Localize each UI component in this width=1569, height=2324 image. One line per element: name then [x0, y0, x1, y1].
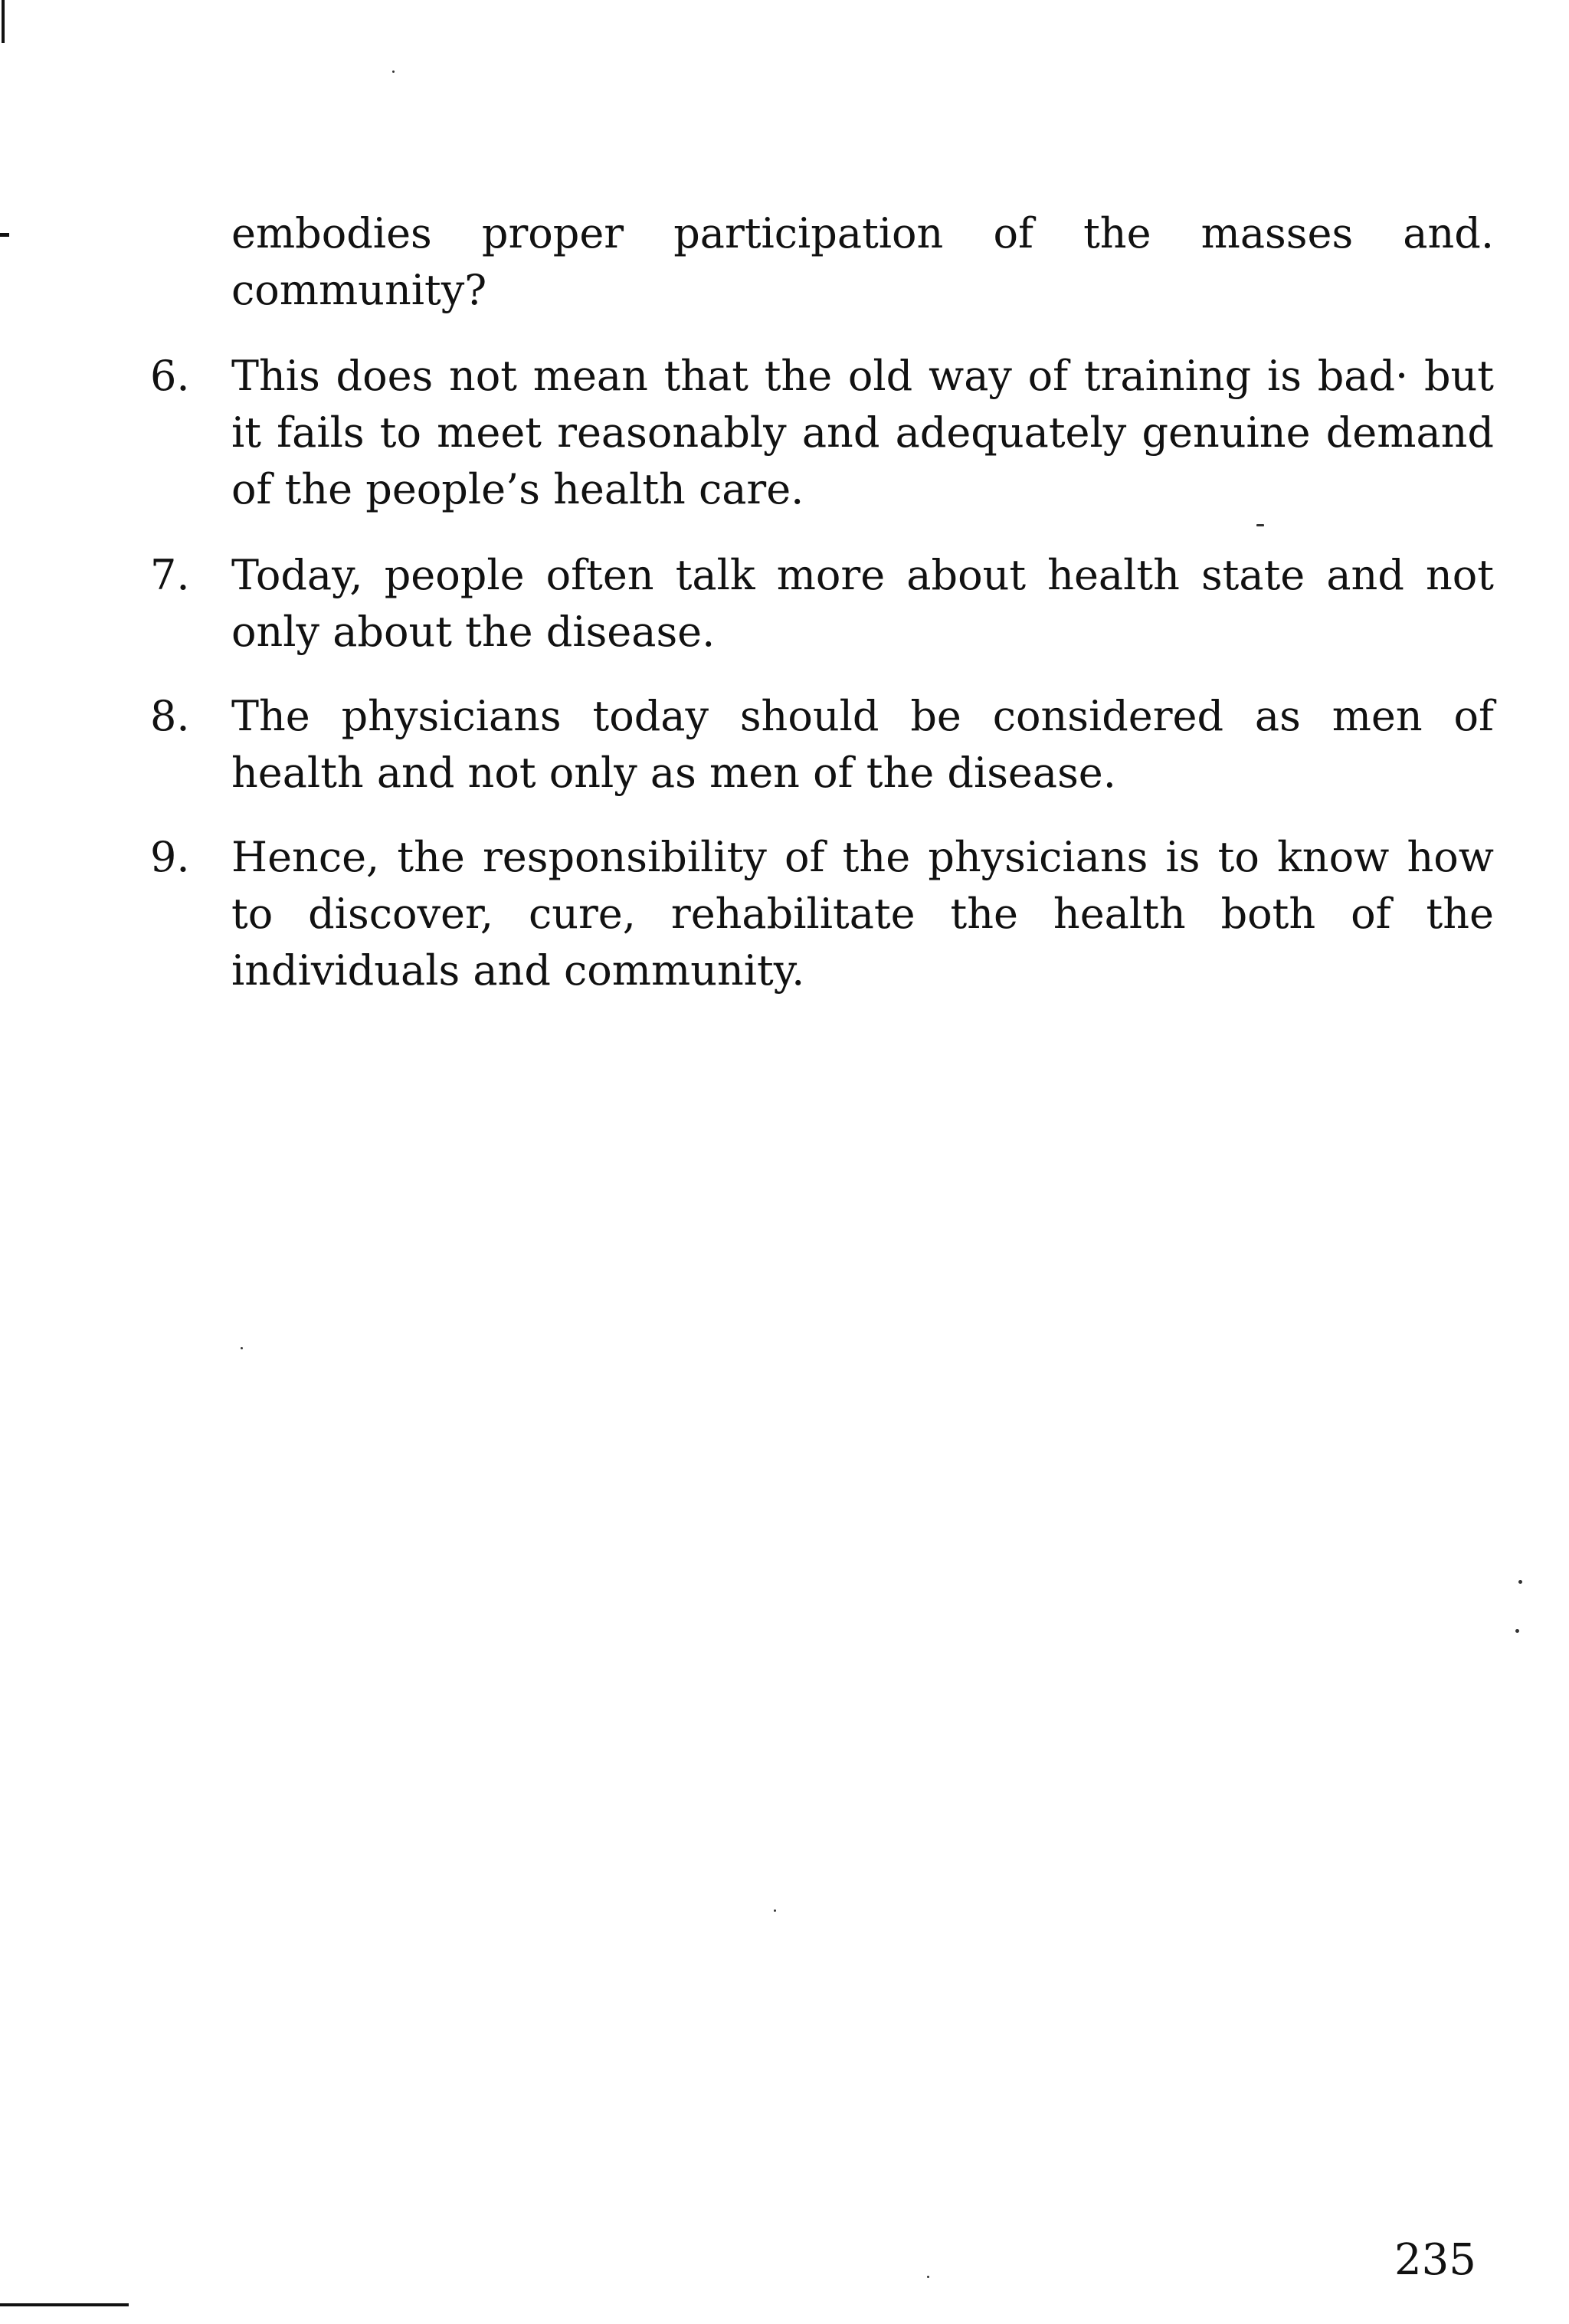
list-item-9 [150, 829, 1494, 999]
list-item-text: This does not mean that the old way of training is bad· but it fails to meet reasonably and adequately genuine demand of the people’s health care. [231, 352, 1494, 513]
page-number: 235 [1394, 2235, 1476, 2285]
scan-speck [774, 1909, 776, 1912]
scan-speck [392, 70, 395, 73]
scan-edge-mark-left [0, 233, 9, 237]
scan-speck [1256, 524, 1264, 526]
list-item-number: 7. [150, 551, 190, 599]
scan-speck [927, 2276, 929, 2278]
list-item-number: 9. [150, 833, 190, 881]
scan-speck [1515, 1629, 1519, 1633]
list-item-7 [150, 547, 1494, 660]
continuation-paragraph: embodies proper participation of the masses and. community? [231, 209, 1494, 314]
scan-edge-mark-top [2, 0, 5, 43]
list-item-8 [150, 688, 1494, 801]
list-item-number: 8. [150, 692, 190, 740]
scan-speck [241, 1347, 243, 1349]
list-item-6 [150, 348, 1494, 518]
scan-edge-mark-bottom [0, 2303, 129, 2306]
list-item-text: Hence, the responsibility of the physicians is to know how to discover, cure, rehabilitate the health both of the individuals and community. [231, 833, 1494, 995]
list-item-text: The physicians today should be considered as men of health and not only as men of the disease. [231, 692, 1494, 797]
list-item-number: 6. [150, 352, 190, 400]
scan-speck [1518, 1580, 1522, 1584]
list-item-text: Today, people often talk more about health state and not only about the disease. [231, 551, 1494, 656]
